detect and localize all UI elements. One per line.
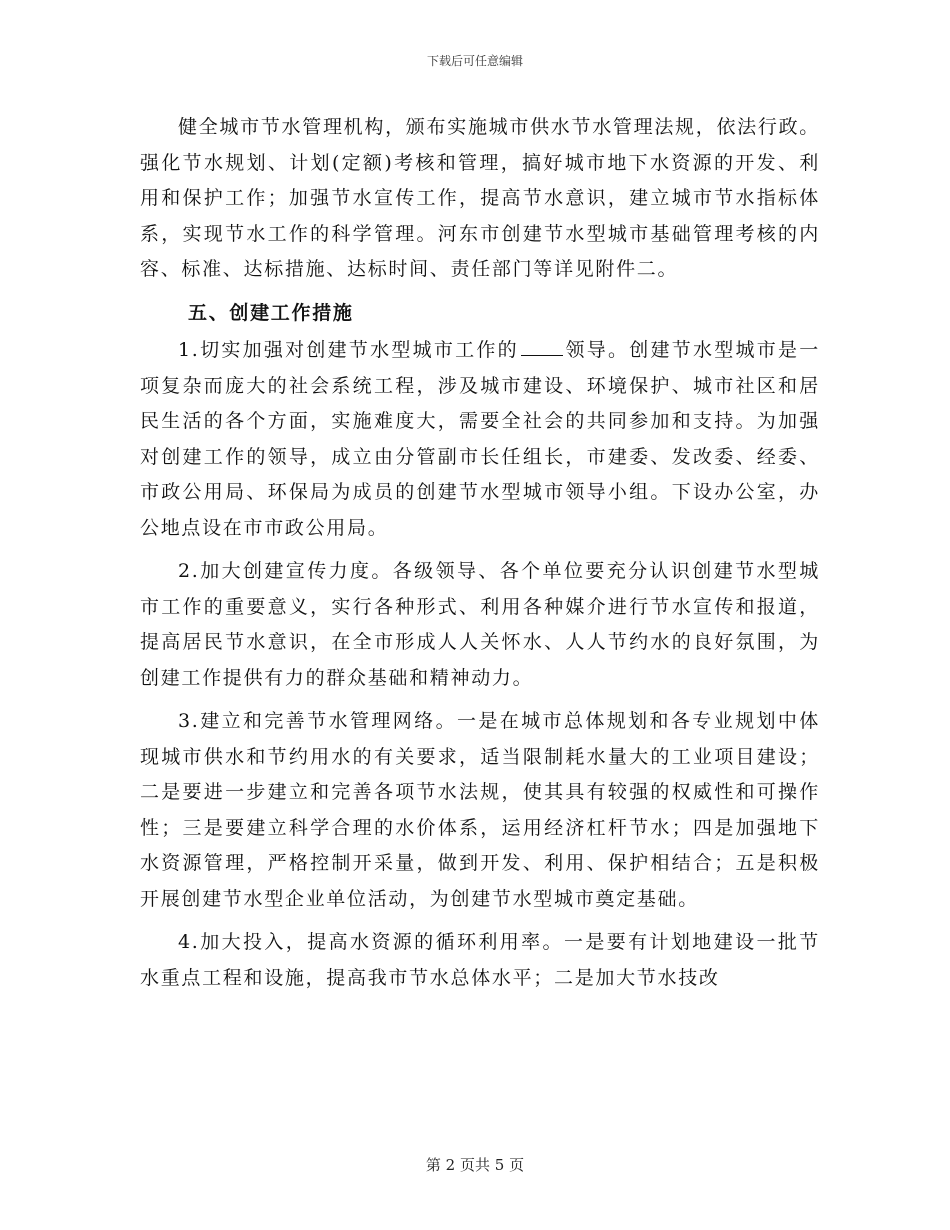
section-heading: 五、创建工作措施 bbox=[188, 301, 354, 324]
paragraph-item-3: 3.建立和完善节水管理网络。一是在城市总体规划和各专业规划中体现城市供水和节约用水的有关要求，适当限制耗水量大的工业项目建设；二是要进一步建立和完善各项节水法规，使其具有较强的权威性和可操作性；三是要建立科学合理的水价体系，运用经济杠杆节水；四是加强地下水资源管理，严格控制开采量，做到开发、利用、保护相结合；五是积极开展创建节水型企业单位活动，为创建节水型城市奠定基础。 bbox=[140, 710, 820, 910]
document-body bbox=[140, 110, 820, 1004]
paragraph-item-2: 2.加大创建宣传力度。各级领导、各个单位要充分认识创建节水型城市工作的重要意义，实行各种形式、利用各种媒介进行节水宣传和报道，提高居民节水意识，在全市形成人人关怀水、人人节约水的良好氛围，为创建工作提供有力的群众基础和精神动力。 bbox=[140, 560, 820, 689]
item-1-text-end: 领导。创建节水型城市是一项复杂而庞大的社会系统工程，涉及城市建设、环境保护、城市社区和居民生活的各个方面，实施难度大，需要全社会的共同参加和支持。为加强对创建工作的领导，成立由分管副市长任组长，市建委、发改委、经委、市政公用局、环保局为成员的创建节水型城市领导小组。下设办公室，办公地点设在市市政公用局。 bbox=[140, 339, 820, 539]
page-header-note: 下载后可任意编辑 bbox=[426, 54, 523, 68]
page-number-footer: 第 2 页共 5 页 bbox=[425, 1156, 525, 1174]
item-1-text-start: 1.切实加强对创建节水型城市工作的 bbox=[178, 339, 519, 361]
paragraph-item-4: 4.加大投入，提高水资源的循环利用率。一是要有计划地建设一批节水重点工程和设施，提高我市节水总体水平；二是加大节水技改 bbox=[140, 931, 820, 989]
paragraph-item-1 bbox=[140, 333, 820, 546]
fill-in-blank bbox=[521, 337, 563, 356]
paragraph-water-management: 健全城市节水管理机构，颁布实施城市供水节水管理法规，依法行政。强化节水规划、计划(定额)考核和管理，搞好城市地下水资源的开发、利用和保护工作；加强节水宣传工作，提高节水意识，建立城市节水指标体系，实现节水工作的科学管理。河东市创建节水型城市基础管理考核的内容、标准、达标措施、达标时间、责任部门等详见附件二。 bbox=[140, 116, 820, 280]
